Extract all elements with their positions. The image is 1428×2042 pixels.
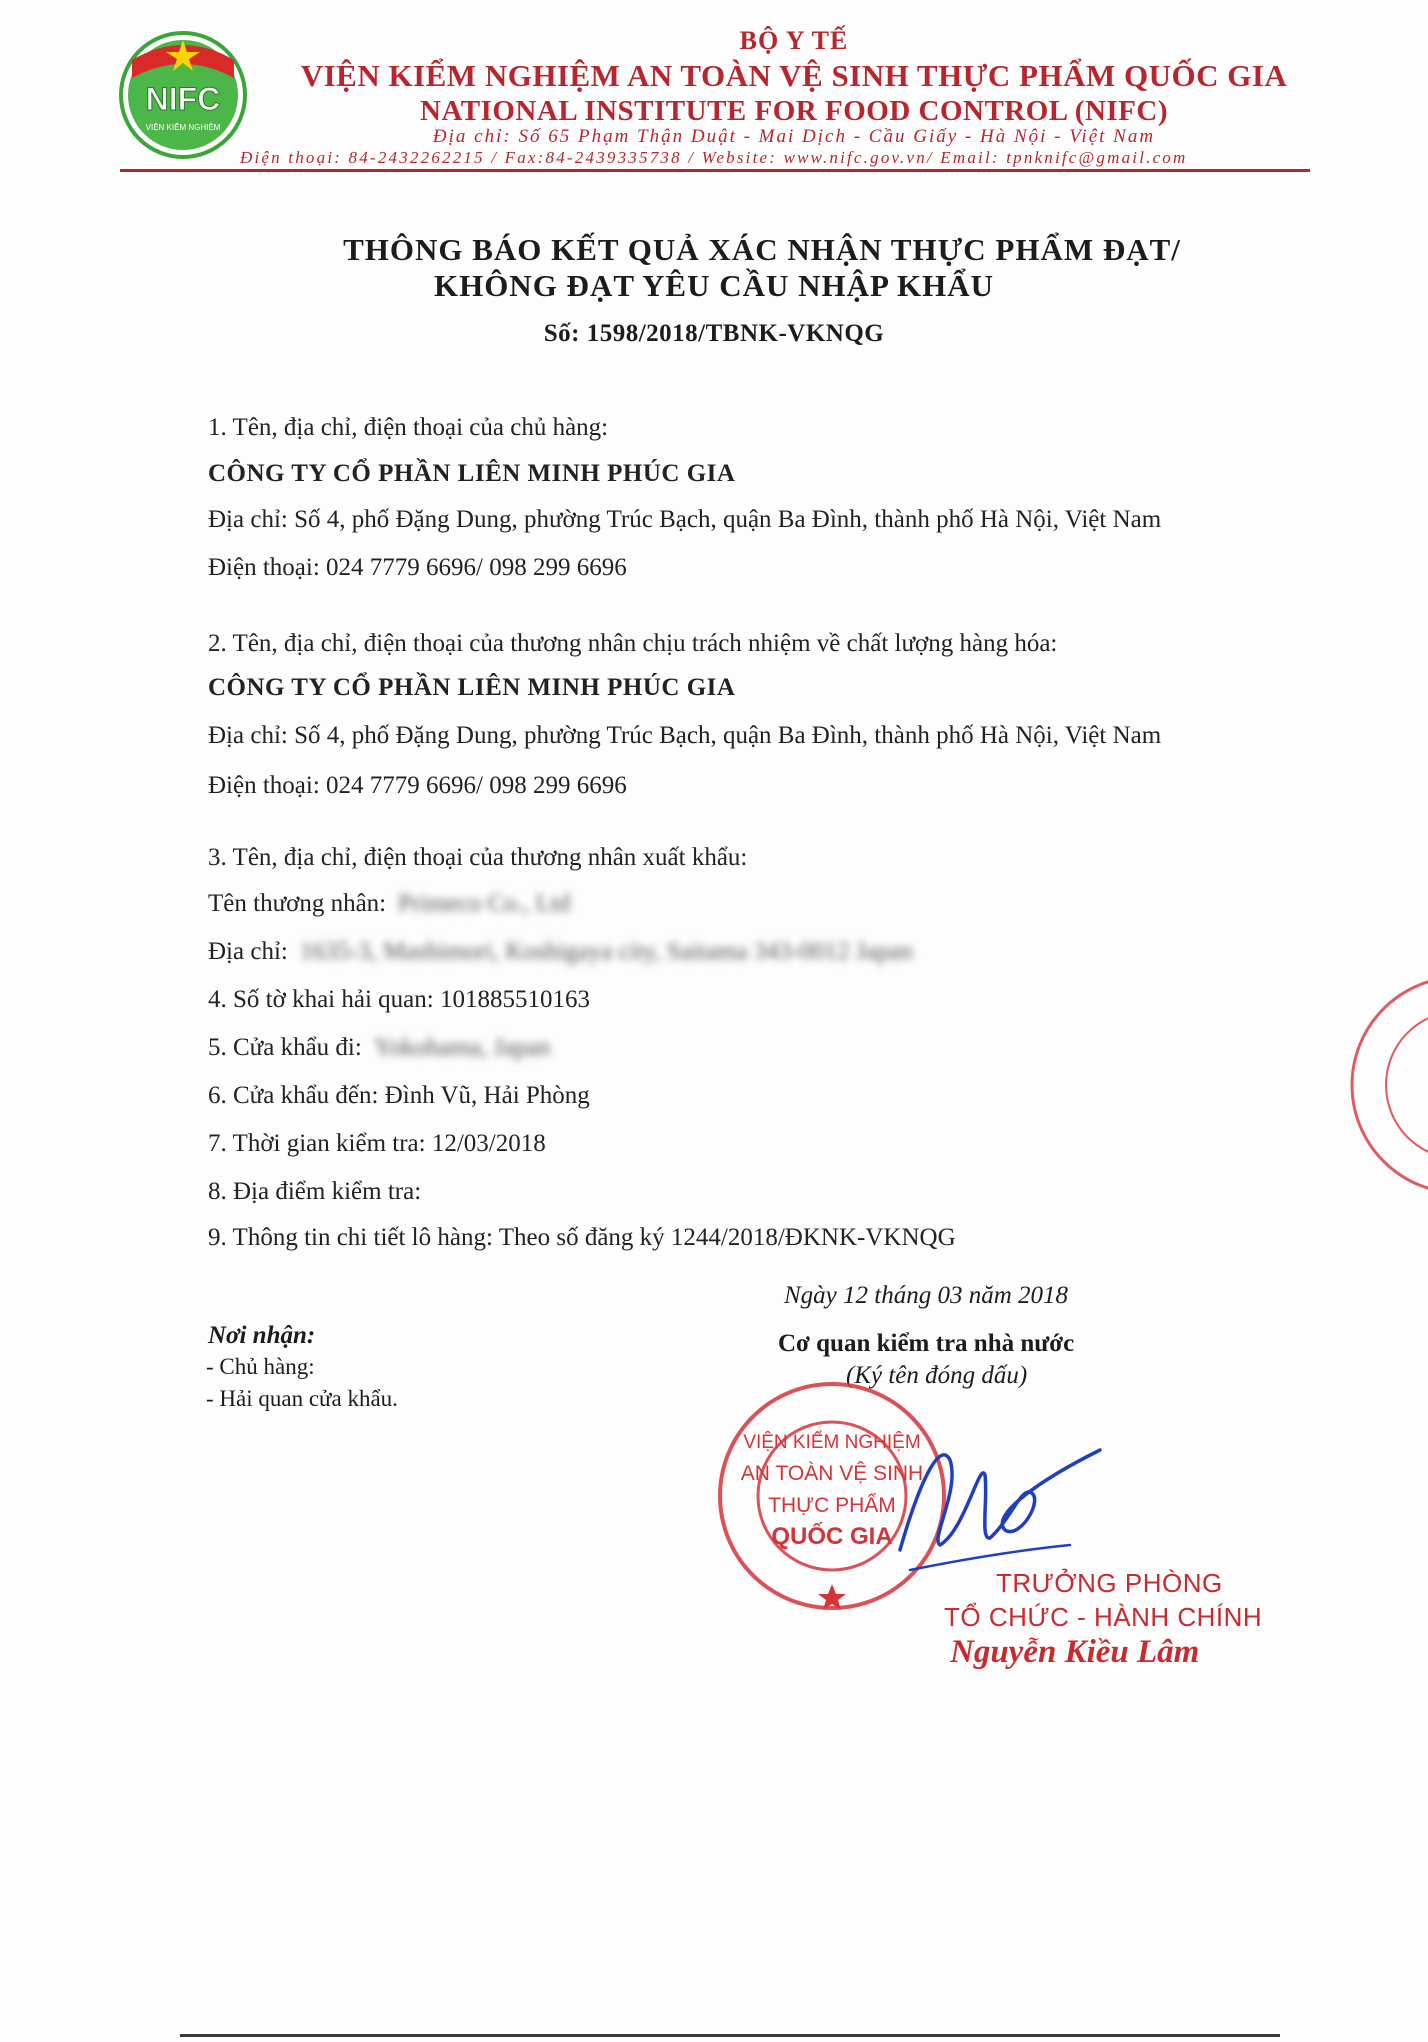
customs-declaration: 4. Số tờ khai hải quan: 101885510163 — [208, 986, 590, 1013]
section1-label: 1. Tên, địa chỉ, điện thoại của chủ hàng: — [208, 414, 609, 441]
handwritten-signature — [870, 1420, 1110, 1590]
section1-company: CÔNG TY CỔ PHẦN LIÊN MINH PHÚC GIA — [208, 460, 736, 487]
institute-name-en: NATIONAL INSTITUTE FOR FOOD CONTROL (NIFC) — [420, 95, 1168, 127]
footer-divider — [180, 2034, 1280, 2037]
ministry-name: BỘ Y TẾ — [739, 26, 849, 55]
edge-stamp — [1340, 960, 1428, 1220]
section3-label: 3. Tên, địa chỉ, điện thoại của thương nhân xuất khẩu: — [208, 844, 748, 871]
departure-value: Yokohama, Japan — [373, 1034, 551, 1061]
inspection-place: 8. Địa điểm kiểm tra: — [208, 1178, 422, 1205]
trader-address-value: 1635-3, Mashimori, Koshigaya city, Saitama 343-0012 Japan — [299, 938, 913, 965]
section2-phone: Điện thoại: 024 7779 6696/ 098 299 6696 — [208, 772, 627, 799]
stamp-line4: QUỐC GIA — [771, 1523, 893, 1550]
document-title-line1: THÔNG BÁO KẾT QUẢ XÁC NHẬN THỰC PHẨM ĐẠT/ — [343, 232, 1181, 267]
trader-value: Primeco Co., Ltd — [398, 890, 571, 917]
inspection-time: 7. Thời gian kiểm tra: 12/03/2018 — [208, 1130, 546, 1157]
institute-contact: Điện thoại: 84-2432262215 / Fax:84-2439335738 / Website: www.nifc.gov.vn/ Email: tpnknifc@gmail.com — [240, 148, 1188, 167]
recipients-title: Nơi nhận: — [208, 1322, 316, 1349]
signer-title-line2: TỔ CHỨC - HÀNH CHÍNH — [944, 1602, 1263, 1632]
document-title-line2: KHÔNG ĐẠT YÊU CẦU NHẬP KHẨU — [433, 268, 995, 303]
signer-name: Nguyễn Kiều Lâm — [950, 1634, 1200, 1670]
institute-name-vn: VIỆN KIỂM NGHIỆM AN TOÀN VỆ SINH THỰC PHẨM QUỐC GIA — [300, 58, 1288, 93]
trader-address-label: Địa chỉ: — [208, 938, 288, 965]
signature-date: Ngày 12 tháng 03 năm 2018 — [784, 1282, 1069, 1309]
signature-note: (Ký tên đóng dấu) — [846, 1362, 1028, 1389]
arrival-port: 6. Cửa khẩu đến: Đình Vũ, Hải Phòng — [208, 1082, 590, 1109]
signature-org: Cơ quan kiểm tra nhà nước — [778, 1330, 1075, 1357]
stamp-line1: VIỆN KIỂM NGHIỆM — [743, 1432, 921, 1453]
recipient-item: - Chủ hàng: — [206, 1354, 315, 1379]
departure-label: 5. Cửa khẩu đi: — [208, 1034, 362, 1061]
recipient-item: - Hải quan cửa khẩu. — [206, 1386, 398, 1411]
trader-label: Tên thương nhân: — [208, 890, 387, 917]
section1-address: Địa chỉ: Số 4, phố Đặng Dung, phường Trúc Bạch, quận Ba Đình, thành phố Hà Nội, Việt Nam — [208, 506, 1162, 533]
departure-row — [208, 1034, 550, 1062]
section2-address: Địa chỉ: Số 4, phố Đặng Dung, phường Trúc Bạch, quận Ba Đình, thành phố Hà Nội, Việt Nam — [208, 722, 1162, 749]
institute-address: Địa chỉ: Số 65 Phạm Thận Duật - Mai Dịch - Cầu Giấy - Hà Nội - Việt Nam — [432, 126, 1156, 147]
logo-text: NIFC — [145, 81, 221, 117]
trader-address-row — [208, 938, 913, 966]
section2-company: CÔNG TY CỔ PHẦN LIÊN MINH PHÚC GIA — [208, 674, 736, 701]
signer-title-line1: TRƯỞNG PHÒNG — [996, 1568, 1223, 1598]
trader-row — [208, 890, 570, 918]
document-number: Số: 1598/2018/TBNK-VKNQG — [543, 320, 885, 347]
header-divider — [120, 169, 1310, 172]
logo-subtext: VIỆN KIỂM NGHIỆM — [145, 123, 221, 132]
section2-label: 2. Tên, địa chỉ, điện thoại của thương nhân chịu trách nhiệm về chất lượng hàng hóa: — [208, 630, 1058, 657]
stamp-line3: THỰC PHẨM — [768, 1494, 896, 1517]
shipment-details: 9. Thông tin chi tiết lô hàng: Theo số đăng ký 1244/2018/ĐKNK-VKNQG — [208, 1224, 956, 1251]
section1-phone: Điện thoại: 024 7779 6696/ 098 299 6696 — [208, 554, 627, 581]
stamp-line2: AN TOÀN VỆ SINH — [740, 1462, 924, 1485]
